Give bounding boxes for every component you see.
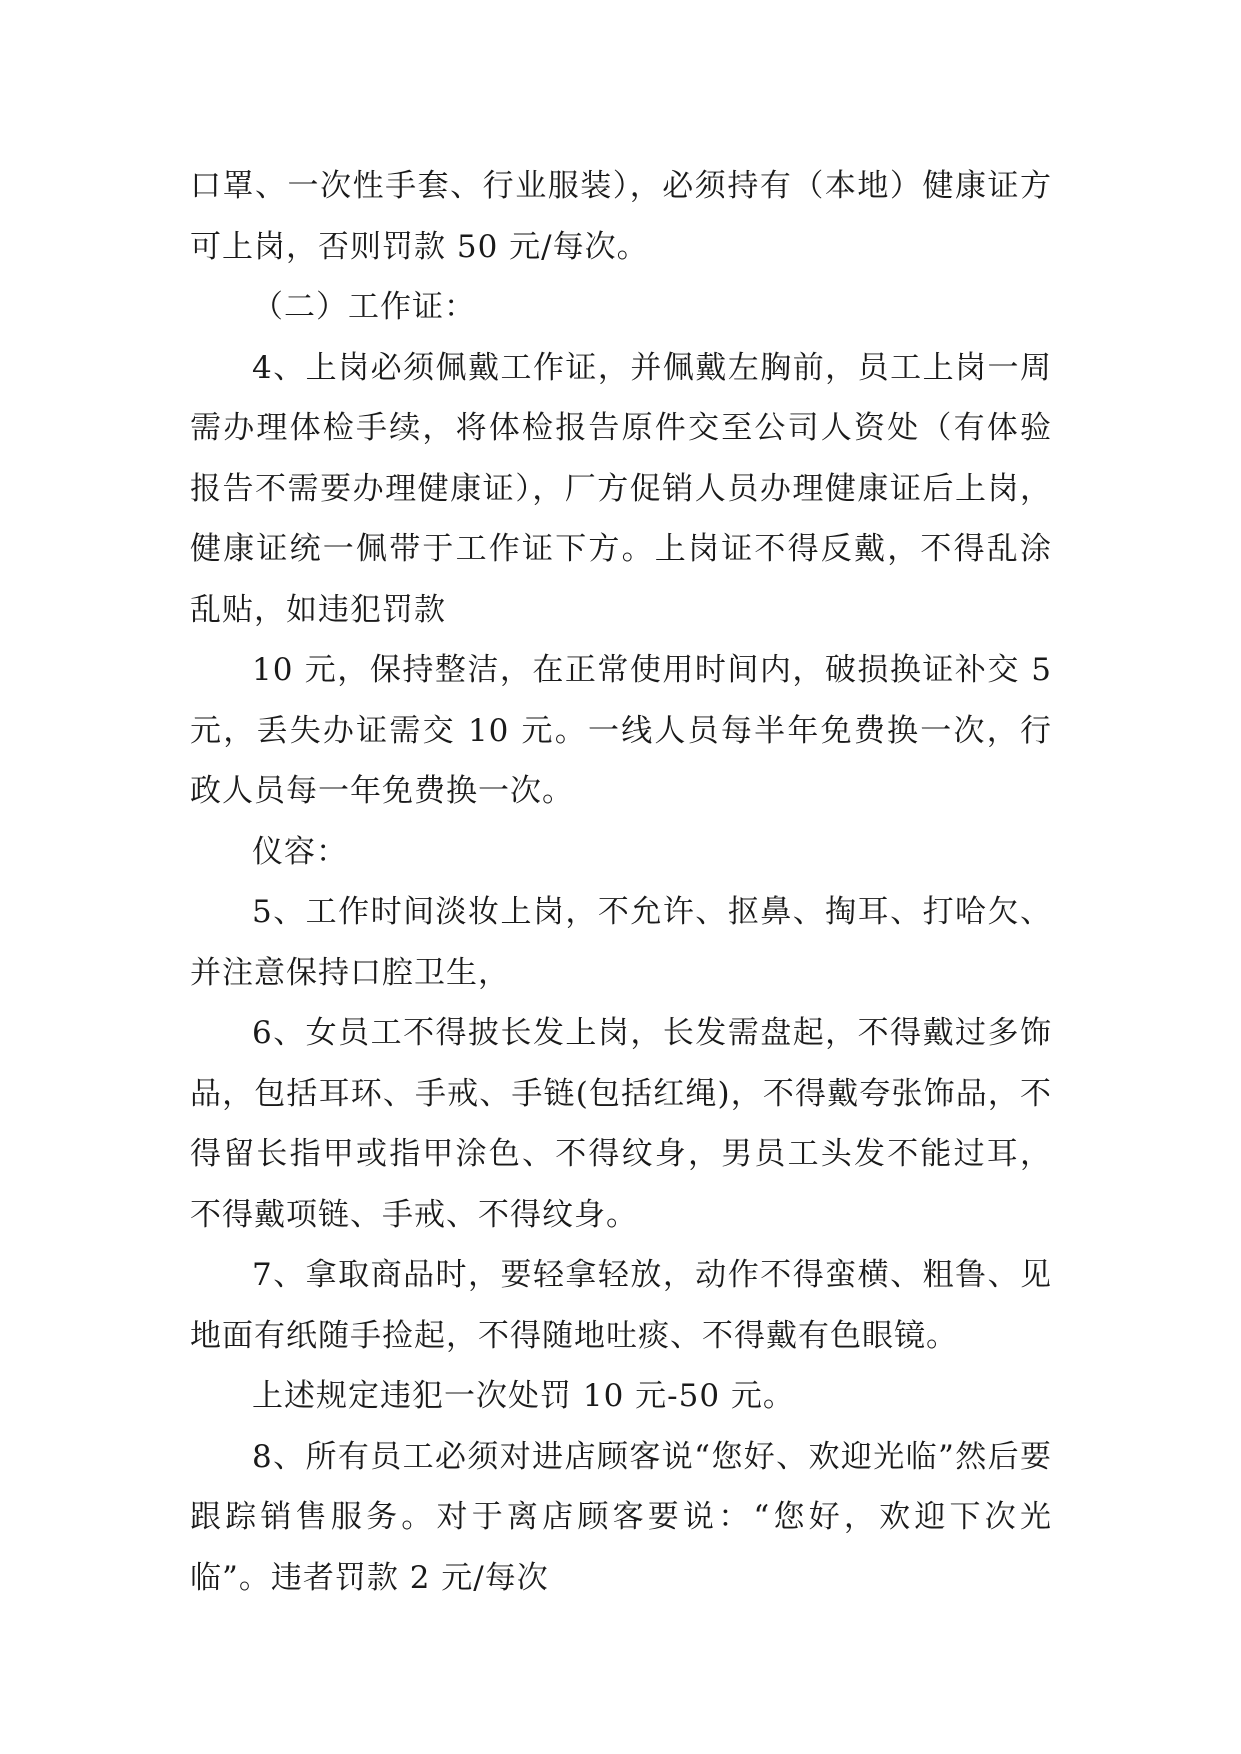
- paragraph-1: 口罩、一次性手套、行业服装），必须持有（本地）健康证方可上岗，否则罚款 50 元/每次。: [190, 168, 1052, 265]
- paragraph-7: 6、女员工不得披长发上岗，长发需盘起，不得戴过多饰品，包括耳环、手戒、手链(包括红绳)，不得戴夸张饰品，不得留长指甲或指甲涂色、不得纹身，男员工头发不能过耳，不得戴项链、手戒、不得纹身。: [190, 1015, 1052, 1233]
- paragraph-3: 4、上岗必须佩戴工作证，并佩戴左胸前，员工上岗一周需办理体检手续，将体检报告原件交至公司人资处（有体验报告不需要办理健康证），厂方促销人员办理健康证后上岗，健康证统一佩带于工作证下方。上岗证不得反戴，不得乱涂乱贴，如违犯罚款: [190, 349, 1052, 628]
- paragraph-2: （二）工作证：: [252, 289, 476, 325]
- paragraph-6: 5、工作时间淡妆上岗，不允许、抠鼻、掏耳、打哈欠、并注意保持口腔卫生，: [190, 894, 1052, 991]
- paragraph-5: 仪容：: [252, 833, 348, 870]
- document-body: [190, 156, 1052, 1608]
- paragraph-10: 8、所有员工必须对进店顾客说“您好、欢迎光临”然后要跟踪销售服务。对于离店顾客要说：“您好，欢迎下次光临”。违者罚款 2 元/每次: [190, 1438, 1052, 1596]
- paragraph-9: 上述规定违犯一次处罚 10 元-50 元。: [252, 1378, 795, 1414]
- paragraph-8: 7、拿取商品时，要轻拿轻放，动作不得蛮横、粗鲁、见地面有纸随手捡起，不得随地吐痰、不得戴有色眼镜。: [190, 1257, 1052, 1354]
- paragraph-4: 10 元，保持整洁，在正常使用时间内，破损换证补交 5 元，丢失办证需交 10 元。一线人员每半年免费换一次，行政人员每一年免费换一次。: [190, 652, 1052, 809]
